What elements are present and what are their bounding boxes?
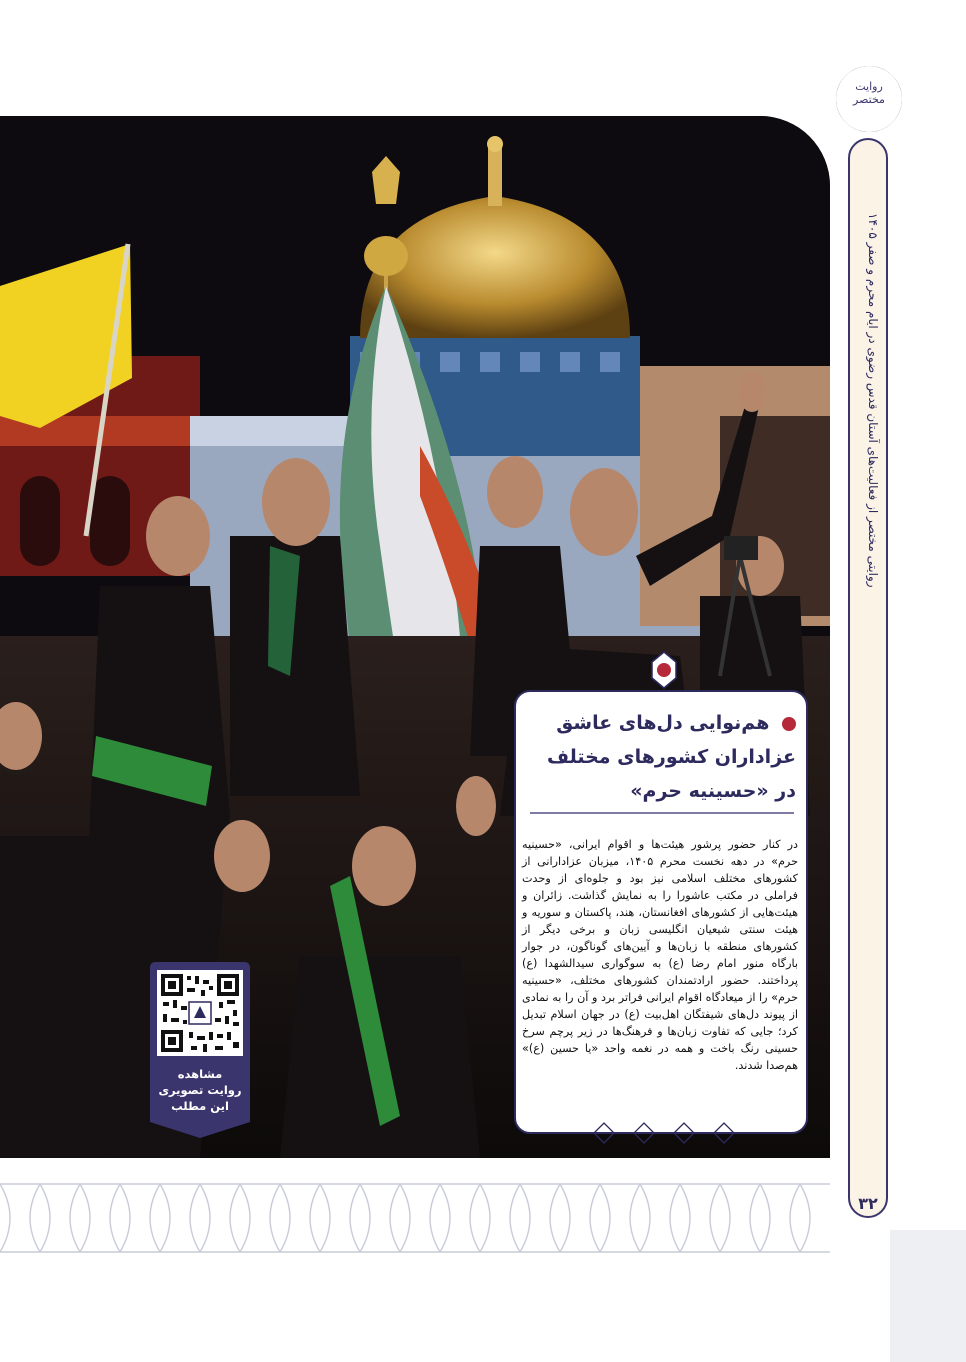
card-bottom-ornament — [584, 1118, 744, 1148]
qr-caption — [152, 1066, 248, 1114]
qr-caption-line-2: روایت تصویری — [158, 1083, 242, 1097]
title-line-3: در «حسینیه حرم» — [630, 780, 796, 802]
card-ornament-icon — [646, 650, 682, 690]
logo-text: روایت مختصر — [853, 80, 885, 106]
qr-caption-line-1: مشاهده — [177, 1067, 223, 1081]
title-line-2: عزاداران کشورهای مختلف — [546, 746, 796, 768]
margin-ornament — [826, 0, 966, 1362]
qr-code-icon — [157, 970, 243, 1056]
title-divider — [530, 812, 794, 814]
title-bullet-icon — [782, 717, 796, 731]
title-line-1: هم‌نوایی دل‌های عاشق — [556, 712, 770, 734]
running-title: روایتی مختصر از فعالیت‌های آستان قدس رضوی در ایام محرم و صفر ۱۴۰۵ — [866, 212, 880, 588]
bottom-ornament-band — [0, 1176, 830, 1260]
article-title — [526, 706, 796, 808]
article-body: در کنار حضور پرشور هیئت‌ها و اقوام ایرانی، «حسینیه حرم» در دهه نخست محرم ۱۴۰۵، میزبان عزادارانی از کشورهای مختلف اسلامی نیز بود و جلوه‌ای از وحدت فراملی در مکتب عاشورا را به نمایش گذاشت. زائران و هیئت‌هایی از کشورهای افغانستان، هند، پاکستان و سوریه و هیئت سنتی شیعیان انگلیسی زبان و برخی دیگر از کشورهای منطقه با زبان‌ها و آیین‌های گوناگون، در جوار بارگاه منور امام رضا (ع) به سوگواری سیدالشهدا (ع) پرداختند. حضور ارادتمندان کشورهای مختلف، «حسینیه حرم» را از میعادگاه اقوام ایرانی فراتر برد و آن را به نمادی از پیوند دل‌های شیفتگان اهل‌بیت (ع) در جهان اسلام تبدیل کرد؛ جایی که تفاوت زبان‌ها و فرهنگ‌ها در زیر پرچم سرخ حسینی رنگ باخت و همه در نغمه واحد «یا حسین (ع)» هم‌صدا شدند. — [522, 838, 798, 1072]
page-number: ۳۲ — [858, 1194, 878, 1213]
qr-caption-line-3: این مطلب — [171, 1099, 229, 1113]
qr-code[interactable] — [157, 970, 243, 1056]
